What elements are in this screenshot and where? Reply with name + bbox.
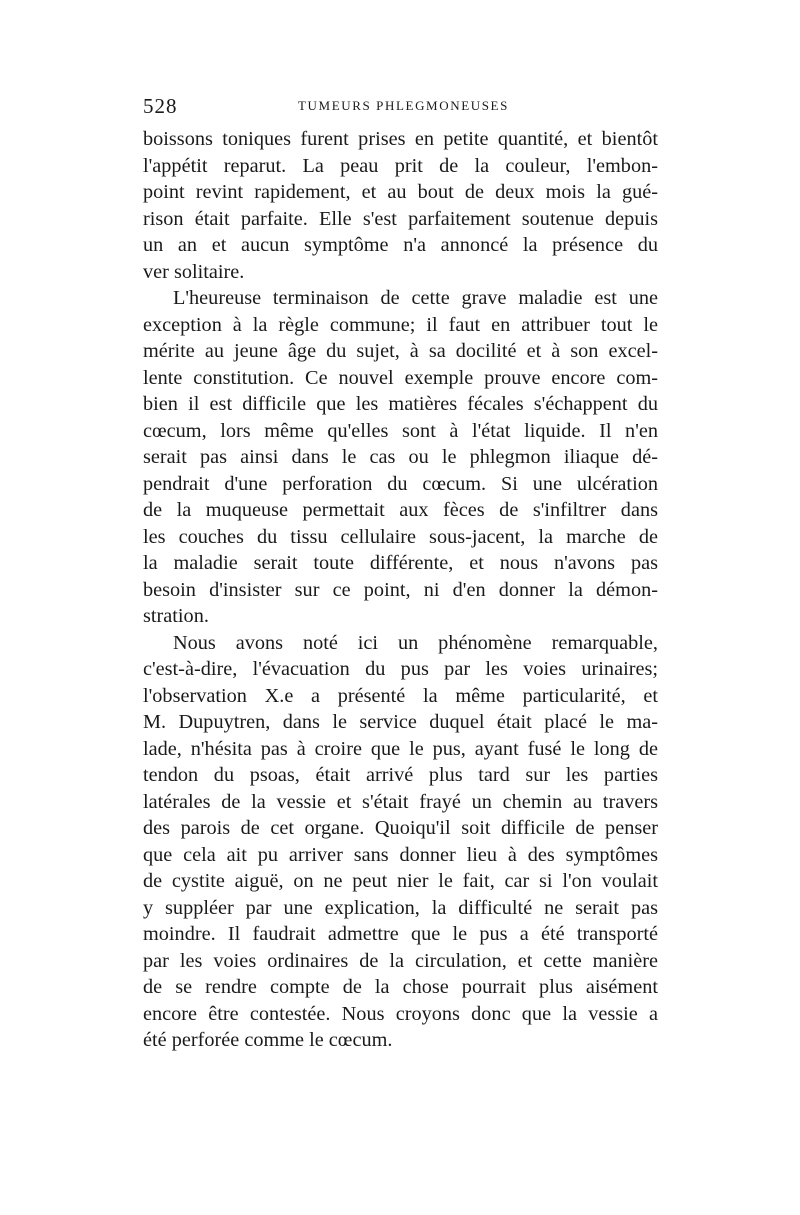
text-line: y suppléer par une explication, la difficulté ne serait pas: [143, 896, 658, 919]
text-line: que cela ait pu arriver sans donner lieu à des symptômes: [143, 843, 658, 866]
text-line: de cystite aiguë, on ne peut nier le fait, car si l'on voulait: [143, 870, 658, 892]
text-line: lente constitution. Ce nouvel exemple prouve encore com-: [143, 366, 658, 389]
page-number: 528: [143, 94, 178, 118]
text-line: pendrait d'une perforation du cœcum. Si une ulcération: [143, 472, 658, 495]
text-line: M. Dupuytren, dans le service duquel était placé le ma-: [143, 711, 658, 733]
text-line: lade, n'hésita pas à croire que le pus, ayant fusé le long de: [143, 737, 658, 760]
text-line: de la muqueuse permettait aux fèces de s'infiltrer dans: [143, 499, 658, 521]
text-line: latérales de la vessie et s'était frayé un chemin au travers: [143, 790, 658, 813]
text-line: rison était parfaite. Elle s'est parfaitement soutenue depuis: [143, 207, 658, 230]
text-line: bien il est difficile que les matières fécales s'échappent du: [143, 393, 658, 415]
text-line: de se rendre compte de la chose pourrait plus aisément: [143, 976, 658, 998]
text-line: c'est-à-dire, l'évacuation du pus par les voies urinaires;: [143, 658, 658, 680]
text-line: boissons toniques furent prises en petite quantité, et bientôt: [143, 128, 658, 150]
text-line: les couches du tissu cellulaire sous-jacent, la marche de: [143, 525, 658, 548]
text-line: Nous avons noté ici un phénomène remarquable,: [173, 631, 658, 654]
text-line: l'observation X.e a présenté la même particularité, et: [143, 684, 658, 707]
running-head: [143, 94, 658, 118]
text-line: tendon du psoas, était arrivé plus tard sur les parties: [143, 764, 658, 786]
text-line: ver solitaire.: [143, 260, 245, 283]
text-line: l'appétit reparut. La peau prit de la couleur, l'embon-: [143, 154, 658, 177]
text-line: besoin d'insister sur ce point, ni d'en donner la démon-: [143, 578, 658, 601]
text-line: des parois de cet organe. Quoiqu'il soit difficile de penser: [143, 817, 658, 839]
text-line: serait pas ainsi dans le cas ou le phlegmon iliaque dé-: [143, 446, 658, 468]
text-line: encore être contestée. Nous croyons donc que la vessie a: [143, 1002, 658, 1025]
text-line: la maladie serait toute différente, et nous n'avons pas: [143, 552, 658, 574]
text-line: un an et aucun symptôme n'a annoncé la présence du: [143, 234, 658, 256]
text-line: exception à la règle commune; il faut en attribuer tout le: [143, 313, 658, 336]
text-line: moindre. Il faudrait admettre que le pus a été transporté: [143, 923, 658, 945]
text-line: mérite au jeune âge du sujet, à sa docilité et à son excel-: [143, 340, 658, 362]
text-line: point revint rapidement, et au bout de deux mois la gué-: [143, 181, 658, 203]
text-line: été perforée comme le cœcum.: [143, 1029, 393, 1051]
text-line: stration.: [143, 605, 209, 627]
text-line: cœcum, lors même qu'elles sont à l'état liquide. Il n'en: [143, 419, 658, 442]
running-title: TUMEURS PHLEGMONEUSES: [298, 98, 509, 113]
body-text: [143, 126, 658, 1054]
text-line: L'heureuse terminaison de cette grave maladie est une: [173, 287, 658, 309]
text-line: par les voies ordinaires de la circulation, et cette manière: [143, 949, 658, 972]
